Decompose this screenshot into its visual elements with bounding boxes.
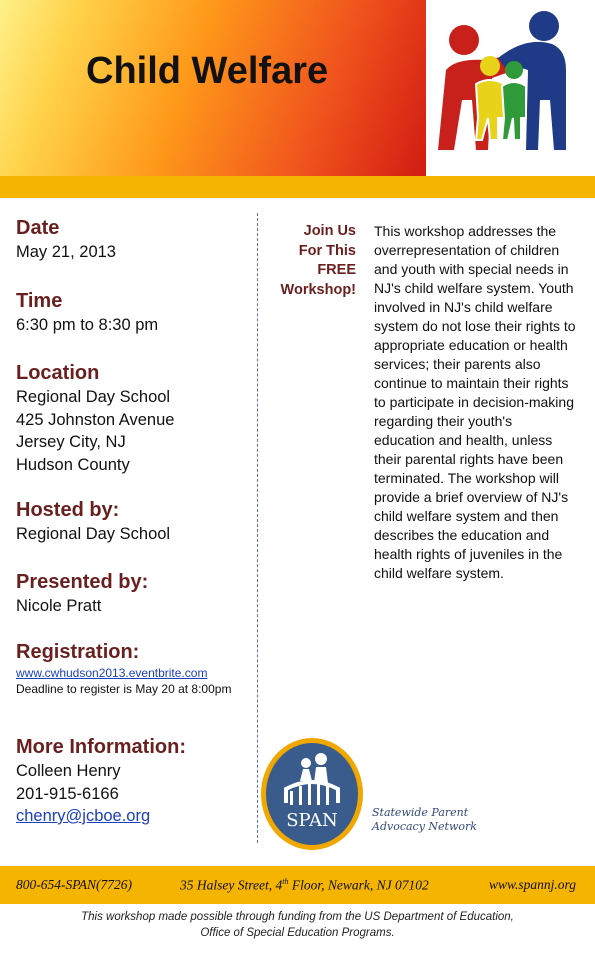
registration-deadline: Deadline to register is May 20 at 8:00pm [16, 682, 232, 696]
credit-line: Office of Special Education Programs. [200, 927, 395, 939]
contact-name: Colleen Henry [16, 762, 121, 780]
join-line: Workshop! [280, 281, 356, 298]
location-line: Jersey City, NJ [16, 433, 126, 451]
span-logo-text: SPAN [286, 810, 338, 831]
registration-section [16, 639, 254, 697]
span-tagline-line: Statewide Parent [372, 806, 469, 819]
footer-contact-bar [0, 866, 595, 904]
time-value: 6:30 pm to 8:30 pm [16, 315, 159, 334]
more-info-section [16, 734, 254, 828]
presented-heading: Presented by: [16, 570, 149, 593]
registration-link[interactable]: www.cwhudson2013.eventbrite.com [16, 666, 208, 680]
title-banner [0, 0, 595, 176]
workshop-description: This workshop addresses the overrepresentation of children and youth with special needs in NJ's child welfare system. Youth involved in NJ's child welfare system do not lose their rights to appropriate education or health services; their parents also continue to maintain their rights to participate in decision-making regarding their youth's education and health, unless their parental rights have been terminated. The workshop will provide a brief overview of NJ's child welfare system and then describes the education and health rights of juveniles in the child welfare system. [374, 223, 576, 581]
green-figure-head [505, 61, 523, 79]
join-us-callout [266, 222, 356, 300]
hosted-heading: Hosted by: [16, 499, 120, 521]
footer-phone: 800-654-SPAN(7726) [16, 877, 132, 892]
time-section [16, 288, 254, 337]
contact-phone: 201-915-6166 [16, 784, 119, 803]
location-line: 425 Johnston Avenue [16, 410, 175, 429]
hosted-value: Regional Day School [16, 525, 171, 543]
more-info-heading: More Information: [16, 736, 186, 758]
join-line: Join Us [303, 223, 356, 239]
location-line: Regional Day School [16, 388, 171, 406]
date-heading: Date [16, 217, 60, 239]
location-heading: Location [16, 362, 100, 384]
footer-website[interactable]: www.spannj.org [489, 877, 577, 892]
page-title: Child Welfare [86, 50, 329, 92]
hosted-section [16, 497, 254, 546]
join-line: FREE [317, 262, 356, 278]
family-logo [426, 0, 595, 176]
blue-figure-head [529, 11, 559, 41]
presented-value: Nicole Pratt [16, 596, 102, 615]
column-divider [257, 213, 258, 843]
footer-address-main: 35 Halsey Street, 4 [180, 877, 283, 893]
date-value: May 21, 2013 [16, 243, 116, 261]
footer-address-sup: th [282, 877, 289, 886]
presented-section [16, 569, 254, 618]
yellow-figure-head [480, 56, 500, 76]
footer-address [180, 877, 429, 894]
red-figure-head [449, 25, 479, 55]
footer-address-rest: Floor, Newark, NJ 07102 [288, 877, 429, 893]
credit-line: This workshop made possible through funding from the US Department of Education, [81, 911, 514, 923]
funding-credit [0, 909, 595, 941]
location-section [16, 360, 254, 476]
gold-divider-bar [0, 176, 595, 198]
registration-heading: Registration: [16, 641, 140, 663]
date-section [16, 215, 254, 264]
join-line: For This [298, 242, 356, 259]
event-details [16, 215, 254, 828]
span-tagline [372, 806, 477, 834]
span-tagline-line: Advocacy Network [372, 820, 477, 833]
contact-email-link[interactable]: chenry@jcboe.org [16, 807, 151, 825]
time-heading: Time [16, 289, 63, 312]
span-logo [260, 737, 364, 851]
location-line: Hudson County [16, 455, 130, 474]
